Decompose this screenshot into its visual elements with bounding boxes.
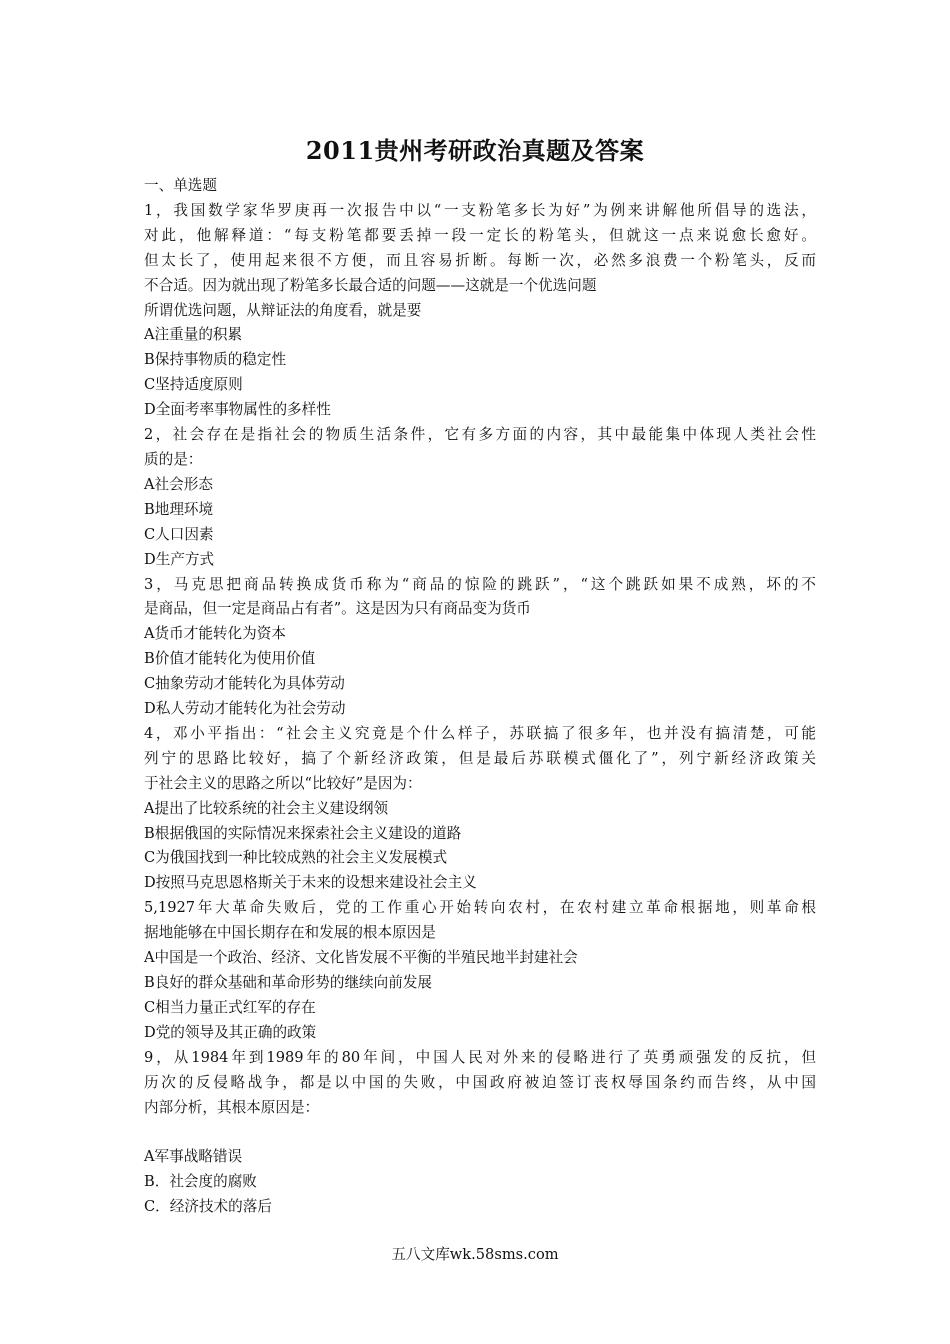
question-9-option: C．经济技术的落后 bbox=[144, 1198, 272, 1216]
question-2 bbox=[144, 423, 816, 572]
question-2-stem-line: 2，社会存在是指社会的物质生活条件，它有多方面的内容，其中最能集中体现人类社会性 bbox=[144, 426, 816, 444]
question-1-option: A注重量的积累 bbox=[144, 326, 243, 344]
section-heading: 一、单选题 bbox=[144, 177, 217, 194]
question-5-option: D党的领导及其正确的政策 bbox=[144, 1023, 317, 1041]
question-5-option: C相当力量正式红军的存在 bbox=[144, 998, 316, 1016]
question-9-stem-line: 内部分析，其根本原因是： bbox=[144, 1098, 320, 1116]
question-1-stem-line: 对此，他解释道：“每支粉笔都要丢掉一段一定长的粉笔头，但就这一点来说愈长愈好。 bbox=[144, 226, 816, 244]
blank-line bbox=[144, 1120, 816, 1145]
question-9-option: B．社会度的腐败 bbox=[144, 1173, 257, 1191]
question-9-stem-line: 9，从1984年到1989年的80年间，中国人民对外来的侵略进行了英勇顽强发的反抗，但 bbox=[144, 1048, 816, 1066]
question-1-option: C坚持适度原则 bbox=[144, 376, 243, 394]
question-5-stem-line: 据地能够在中国长期存在和发展的根本原因是 bbox=[144, 924, 436, 942]
question-2-stem-line: 质的是： bbox=[144, 450, 203, 468]
document-title: 2011贵州考研政治真题及答案 bbox=[305, 136, 645, 165]
page-footer: 五八文库wk.58sms.com bbox=[391, 1246, 559, 1263]
question-1 bbox=[144, 199, 816, 423]
question-1-stem-line: 但太长了，使用起来很不方便，而且容易折断。每断一次，必然多浪费一个粉笔头，反而 bbox=[144, 251, 816, 269]
question-2-option: D生产方式 bbox=[144, 550, 215, 568]
question-1-stem-line: 不合适。因为就出现了粉笔多长最合适的问题——这就是一个优选问题 bbox=[144, 276, 597, 294]
question-5 bbox=[144, 896, 816, 1045]
question-3-option: A货币才能转化为资本 bbox=[144, 625, 286, 643]
question-9-stem-line: 历次的反侵略战争，都是以中国的失败，中国政府被迫签订丧权辱国条约而告终，从中国 bbox=[144, 1073, 816, 1091]
question-4-option: A提出了比较系统的社会主义建设纲领 bbox=[144, 799, 389, 817]
question-1-option: B保持事物质的稳定性 bbox=[144, 351, 287, 369]
question-3 bbox=[144, 573, 816, 722]
document-body bbox=[144, 174, 816, 1220]
question-5-stem-line: 5,1927年大革命失败后，党的工作重心开始转向农村，在农村建立革命根据地，则革命根 bbox=[144, 899, 816, 917]
question-3-stem-line: 3，马克思把商品转换成货币称为“商品的惊险的跳跃”，“这个跳跃如果不成熟，坏的不 bbox=[144, 575, 816, 593]
question-4-option: C为俄国找到一种比较成熟的社会主义发展模式 bbox=[144, 849, 448, 867]
question-4-option: D按照马克思恩格斯关于未来的设想来建设社会主义 bbox=[144, 874, 477, 892]
question-5-option: A中国是一个政治、经济、文化皆发展不平衡的半殖民地半封建社会 bbox=[144, 949, 578, 967]
question-2-option: A社会形态 bbox=[144, 475, 213, 493]
question-9 bbox=[144, 1046, 816, 1220]
question-1-stem-line: 1，我国数学家华罗庚再一次报告中以“一支粉笔多长为好”为例来讲解他所倡导的选法， bbox=[144, 201, 816, 219]
question-4 bbox=[144, 722, 816, 896]
question-3-option: C抽象劳动才能转化为具体劳动 bbox=[144, 675, 345, 693]
question-2-option: B地理环境 bbox=[144, 500, 214, 518]
question-9-option: A军事战略错误 bbox=[144, 1148, 243, 1166]
question-5-option: B良好的群众基础和革命形势的继续向前发展 bbox=[144, 974, 433, 991]
question-3-option: B价值才能转化为使用价值 bbox=[144, 650, 316, 668]
question-4-option: B根据俄国的实际情况来探索社会主义建设的道路 bbox=[144, 824, 462, 842]
question-4-stem-line: 列宁的思路比较好，搞了个新经济政策，但是最后苏联模式僵化了”，列宁新经济政策关 bbox=[144, 749, 816, 767]
question-4-stem-line: 4，邓小平指出：“社会主义究竟是个什么样子，苏联搞了很多年，也并没有搞清楚，可能 bbox=[144, 724, 816, 742]
question-4-stem-line: 于社会主义的思路之所以“比较好”是因为： bbox=[144, 774, 422, 792]
question-3-option: D私人劳动才能转化为社会劳动 bbox=[144, 700, 346, 718]
question-2-option: C人口因素 bbox=[144, 525, 214, 543]
question-1-stem-line: 所谓优选问题，从辩证法的角度看，就是要 bbox=[144, 301, 422, 319]
question-1-option: D全面考率事物属性的多样性 bbox=[144, 401, 331, 419]
question-3-stem-line: 是商品，但一定是商品占有者”。这是因为只有商品变为货币 bbox=[144, 600, 531, 618]
